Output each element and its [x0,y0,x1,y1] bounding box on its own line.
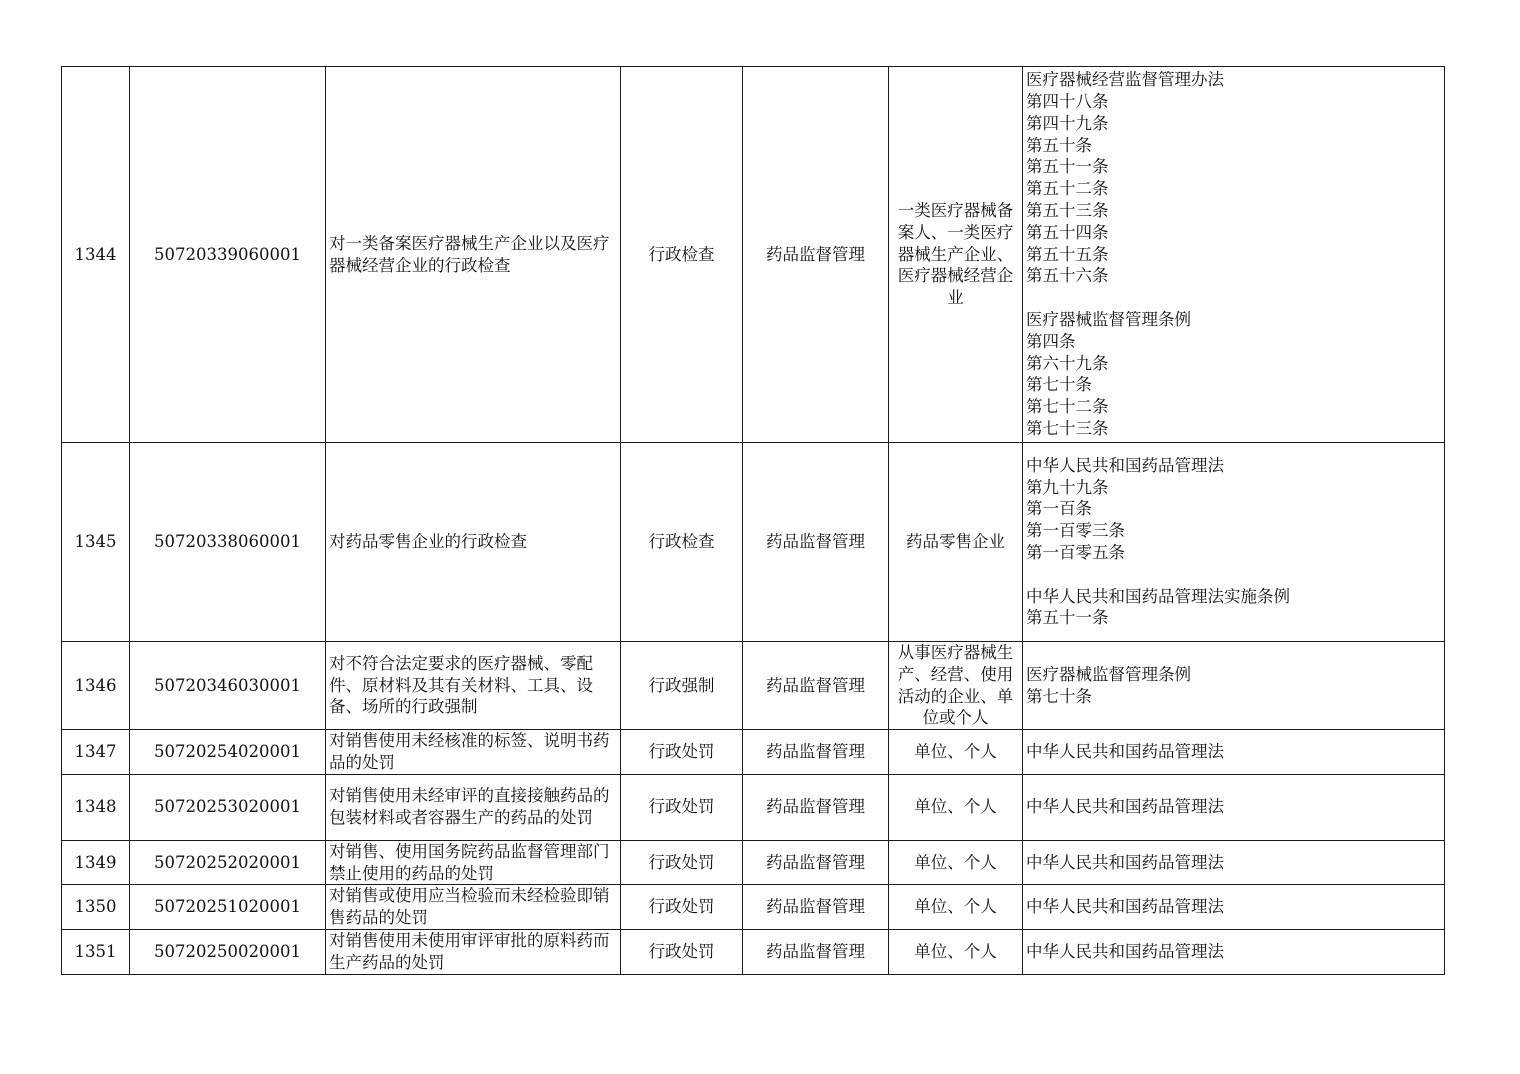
law-article: 第五十一条 [1026,608,1109,628]
item-object: 从事医疗器械生产、经营、使用活动的企业、单位或个人 [889,642,1023,730]
item-number: 1348 [62,774,130,840]
item-category: 药品监督管理 [743,774,889,840]
item-type: 行政强制 [621,642,743,730]
law-article: 第五十四条 [1026,222,1109,242]
item-object: 药品零售企业 [889,443,1023,642]
law-article: 第七十三条 [1026,418,1109,438]
item-code: 50720253020001 [130,774,326,840]
item-category: 药品监督管理 [743,642,889,730]
item-code: 50720339060001 [130,67,326,443]
law-article: 第五十条 [1026,135,1092,155]
table-row [62,730,1445,775]
law-article: 第四条 [1026,331,1076,351]
item-category: 药品监督管理 [743,730,889,775]
item-object: 单位、个人 [889,885,1023,930]
item-name: 对不符合法定要求的医疗器械、零配件、原材料及其有关材料、工具、设备、场所的行政强制 [326,642,621,730]
item-number: 1347 [62,730,130,775]
item-name: 对一类备案医疗器械生产企业以及医疗器械经营企业的行政检查 [326,67,621,443]
item-object: 单位、个人 [889,730,1023,775]
item-legal-basis [1023,929,1445,974]
item-code: 50720251020001 [130,885,326,930]
item-category: 药品监督管理 [743,67,889,443]
item-type: 行政检查 [621,443,743,642]
law-article: 第四十九条 [1026,113,1109,133]
item-type: 行政处罚 [621,929,743,974]
law-name: 医疗器械经营监督管理办法 [1026,70,1224,90]
table-row [62,67,1445,443]
item-object: 单位、个人 [889,840,1023,885]
item-name: 对销售使用未经核准的标签、说明书药品的处罚 [326,730,621,775]
law-article: 第七十条 [1026,686,1092,706]
item-number: 1350 [62,885,130,930]
item-code: 50720346030001 [130,642,326,730]
item-name: 对销售使用未经审评的直接接触药品的包装材料或者容器生产的药品的处罚 [326,774,621,840]
table-row [62,642,1445,730]
law-article: 第五十五条 [1026,244,1109,264]
item-legal-basis [1023,642,1445,730]
law-article: 第七十条 [1026,375,1092,395]
item-name: 对销售使用未使用审评审批的原料药而生产药品的处罚 [326,929,621,974]
item-name: 对销售、使用国务院药品监督管理部门禁止使用的药品的处罚 [326,840,621,885]
item-name: 对药品零售企业的行政检查 [326,443,621,642]
item-legal-basis [1023,443,1445,642]
item-category: 药品监督管理 [743,885,889,930]
item-category: 药品监督管理 [743,443,889,642]
item-type: 行政处罚 [621,885,743,930]
law-article: 第五十六条 [1026,266,1109,286]
item-object: 一类医疗器械备案人、一类医疗器械生产企业、医疗器械经营企业 [889,67,1023,443]
item-name: 对销售或使用应当检验而未经检验即销售药品的处罚 [326,885,621,930]
table-row [62,929,1445,974]
law-article: 第一百零五条 [1026,543,1125,562]
law-name: 中华人民共和国药品管理法 [1026,797,1224,817]
law-group-gap [1026,287,1441,309]
law-name: 医疗器械监督管理条例 [1026,664,1191,684]
item-code: 50720250020001 [130,929,326,974]
law-article: 第五十一条 [1026,157,1109,177]
item-legal-basis [1023,67,1445,443]
law-name: 中华人民共和国药品管理法 [1026,897,1224,917]
law-name: 中华人民共和国药品管理法 [1026,455,1224,475]
law-article: 第四十八条 [1026,92,1109,112]
power-list-table [61,66,1445,975]
item-code: 50720252020001 [130,840,326,885]
law-article: 第七十二条 [1026,397,1109,417]
law-name: 中华人民共和国药品管理法 [1026,742,1224,762]
item-number: 1349 [62,840,130,885]
item-legal-basis [1023,885,1445,930]
item-type: 行政检查 [621,67,743,443]
item-number: 1345 [62,443,130,642]
law-article: 第一百条 [1026,499,1092,519]
item-object: 单位、个人 [889,929,1023,974]
law-name: 中华人民共和国药品管理法 [1026,852,1224,872]
table-row [62,443,1445,642]
item-legal-basis [1023,774,1445,840]
law-name: 中华人民共和国药品管理法 [1026,941,1224,961]
law-article: 第九十九条 [1026,477,1109,497]
item-object: 单位、个人 [889,774,1023,840]
law-article: 第五十三条 [1026,201,1109,220]
table-row [62,885,1445,930]
item-legal-basis [1023,730,1445,775]
item-number: 1346 [62,642,130,730]
table-body [62,67,1445,975]
law-name: 中华人民共和国药品管理法实施条例 [1026,586,1290,606]
law-group-gap [1026,564,1441,586]
law-article: 第六十九条 [1026,353,1109,373]
table-row [62,840,1445,885]
item-category: 药品监督管理 [743,929,889,974]
law-article: 第五十二条 [1026,179,1109,199]
item-type: 行政处罚 [621,774,743,840]
item-type: 行政处罚 [621,840,743,885]
table-row [62,774,1445,840]
item-code: 50720254020001 [130,730,326,775]
item-category: 药品监督管理 [743,840,889,885]
item-type: 行政处罚 [621,730,743,775]
item-legal-basis [1023,840,1445,885]
law-article: 第一百零三条 [1026,521,1125,541]
item-number: 1344 [62,67,130,443]
item-code: 50720338060001 [130,443,326,642]
item-number: 1351 [62,929,130,974]
law-name: 医疗器械监督管理条例 [1026,309,1191,329]
